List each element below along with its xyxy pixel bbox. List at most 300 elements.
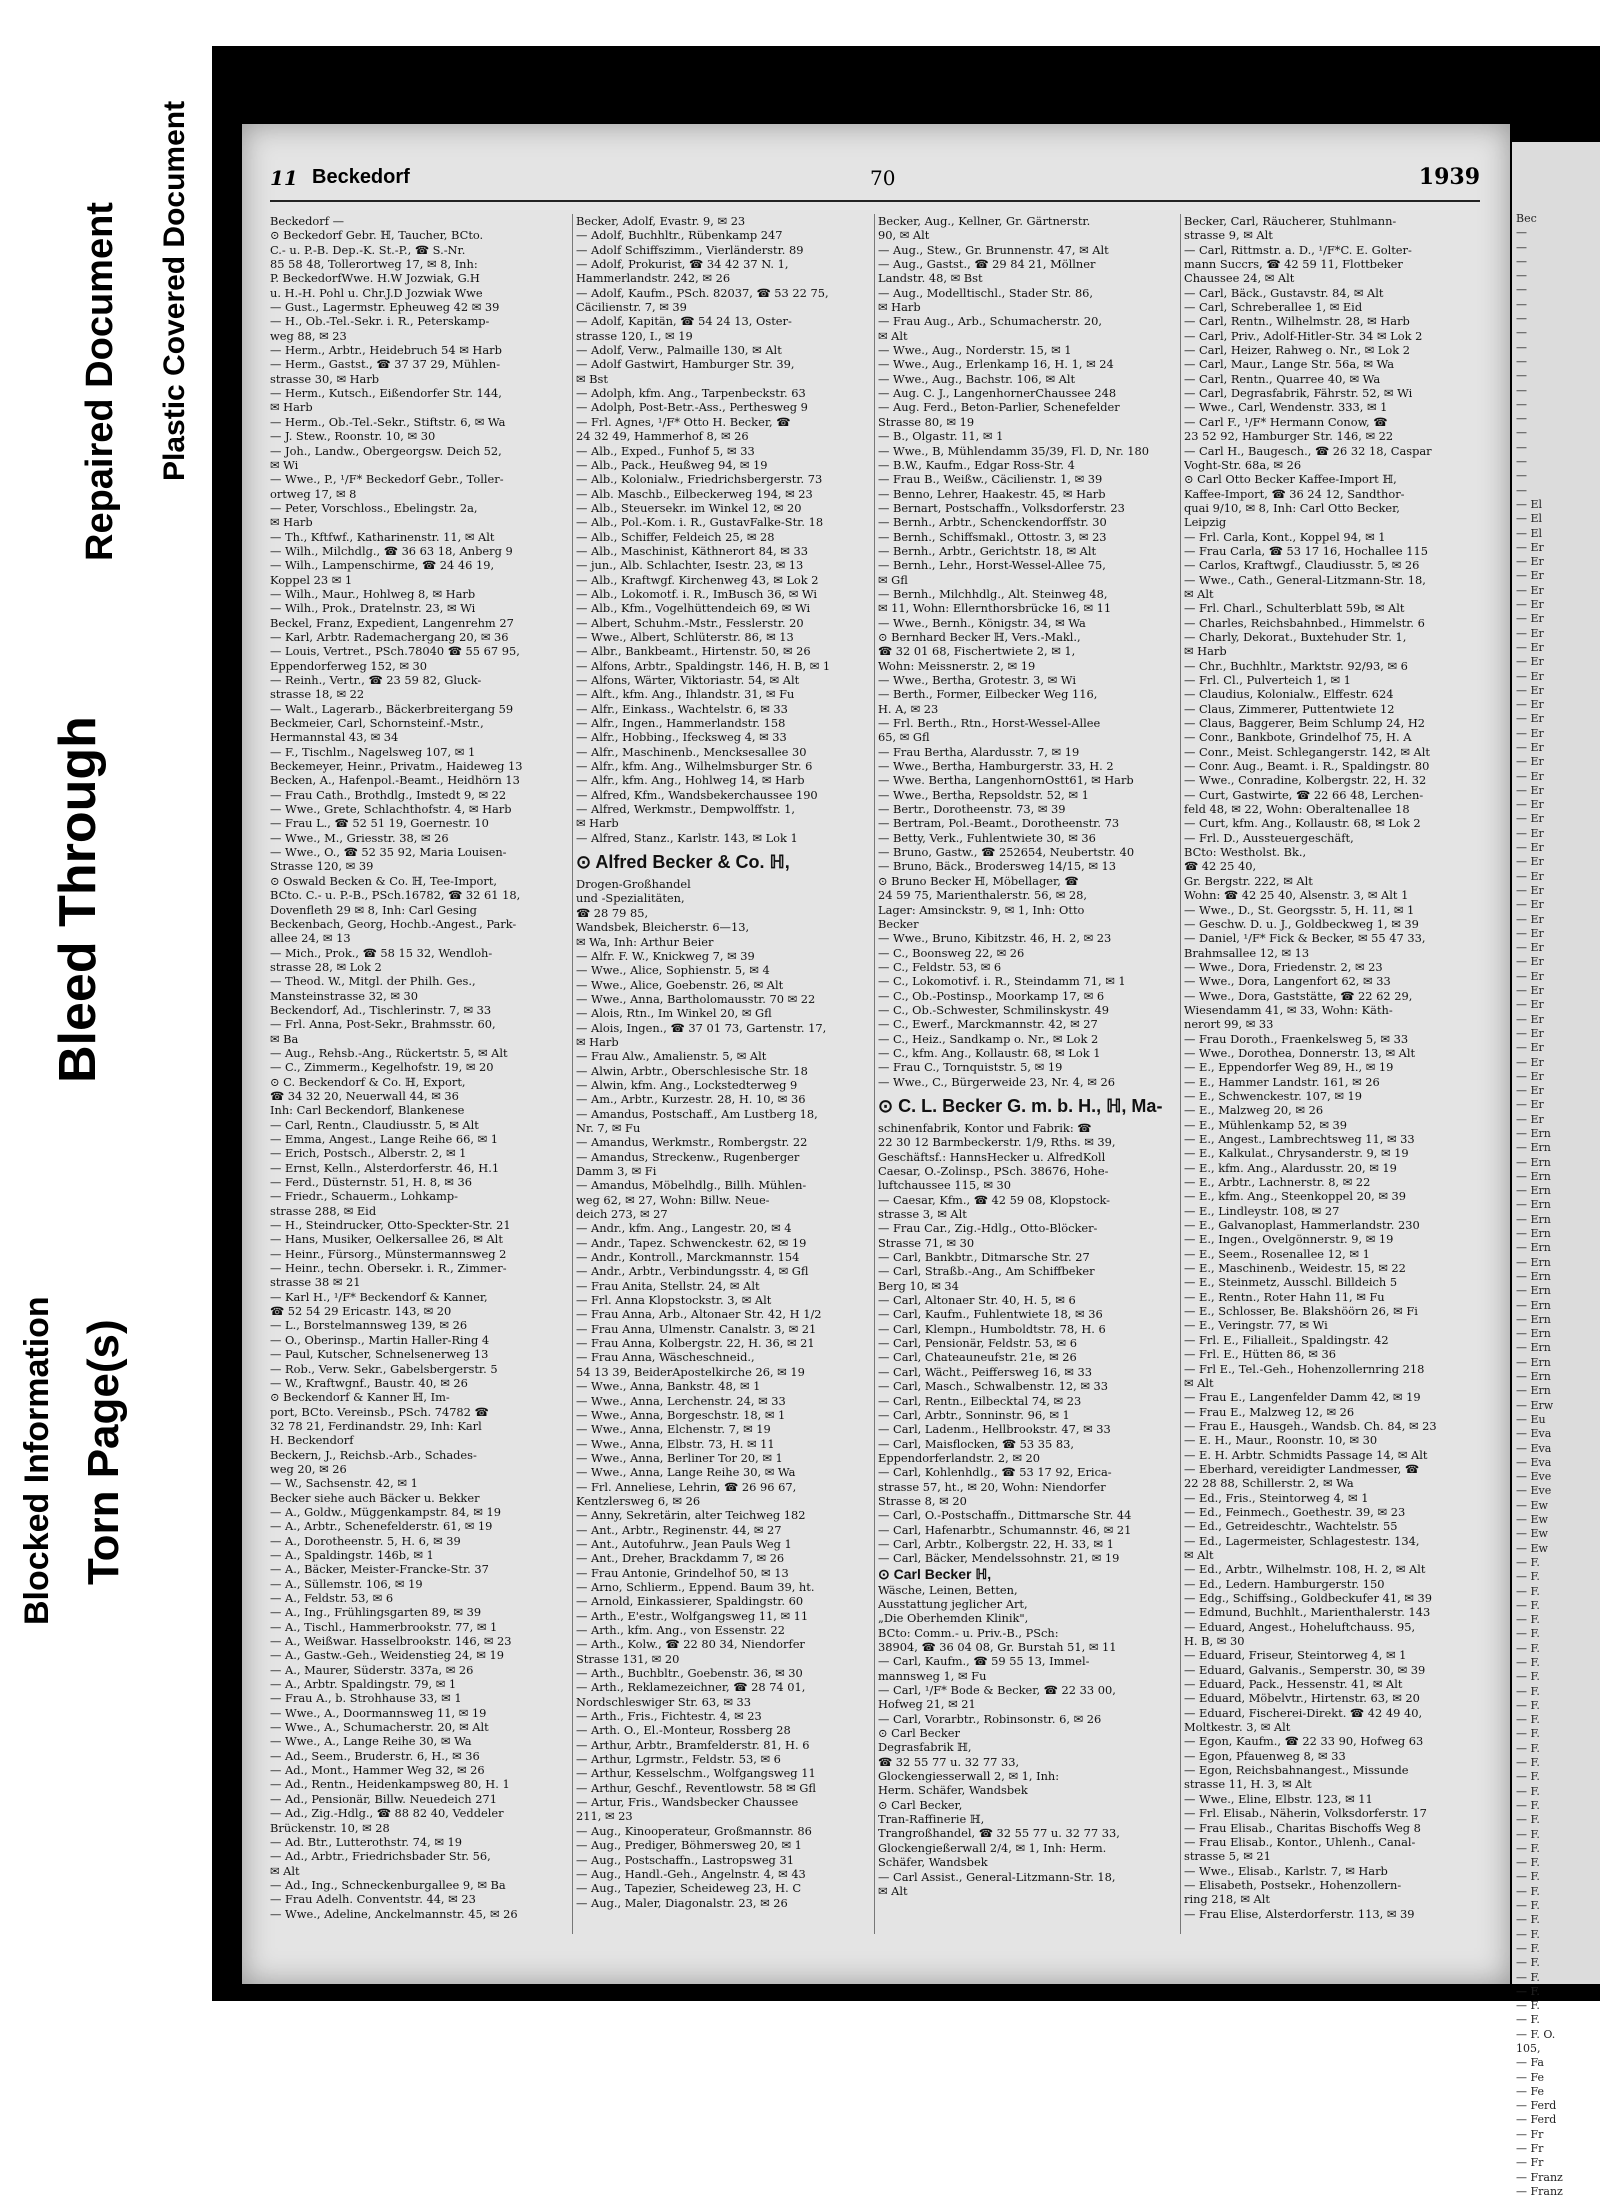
directory-entry: — Aug. C. J., LangenhornerChaussee 248 <box>878 386 1117 401</box>
directory-entry: — Frau Elise, Alsterdorferstr. 113, ✉ 39 <box>1184 1906 1415 1921</box>
directory-entry: — E., Veringstr. 77, ✉ Wi <box>1184 1318 1328 1333</box>
directory-entry: — Arthur, Geschf., Reventlowstr. 58 ✉ Gfl <box>576 1780 816 1795</box>
adjacent-page-entry: — F. <box>1516 2013 1540 2027</box>
directory-entry: Tran-Raffinerie ℍ, <box>878 1812 985 1827</box>
directory-entry: — Alb., Kraftwgf. Kirchenweg 43, ✉ Lok 2 <box>576 572 819 587</box>
directory-entry: — A., Bäcker, Meister-Francke-Str. 37 <box>270 1562 489 1577</box>
directory-entry: — Carl, Kohlenhdlg., ☎ 53 17 92, Erica- <box>878 1465 1112 1480</box>
adjacent-page-entry: — Ern <box>1516 1298 1551 1312</box>
adjacent-page-entry: — Ew <box>1516 1513 1548 1527</box>
directory-entry: — Carl, Priv., Adolf-Hitler-Str. 34 ✉ Lok 2 <box>1184 328 1423 343</box>
directory-entry: — Alb. Maschb., Eilbeckerweg 194, ✉ 23 <box>576 486 813 501</box>
directory-entry: Ausstattung jeglicher Art, <box>878 1596 1028 1611</box>
directory-entry: Moltkestr. 3, ✉ Alt <box>1184 1720 1291 1735</box>
directory-entry: — Alois, Ingen., ☎ 37 01 73, Gartenstr. 17, <box>576 1020 827 1035</box>
directory-entry: — Andr., Arbtr., Verbindungsstr. 4, ✉ Gfl <box>576 1264 809 1279</box>
directory-entry: — Wwe., Anna, Bankstr. 48, ✉ 1 <box>576 1379 761 1394</box>
directory-entry: Beckmeier, Carl, Schornsteinf.-Mstr., <box>270 716 484 731</box>
directory-entry: — Adolph, kfm. Ang., Tarpenbeckstr. 63 <box>576 386 806 401</box>
directory-entry: — Herm., Kutsch., Eißendorfer Str. 144, <box>270 386 502 401</box>
adjacent-page-entry: — Eva <box>1516 1427 1552 1441</box>
directory-entry: — Herm., Ob.-Tel.-Sekr., Stiftstr. 6, ✉ Wa <box>270 414 506 429</box>
directory-entry: „Die Oberhemden Klinik", <box>878 1611 1029 1626</box>
directory-entry: — Alwin, Arbtr., Oberschlesische Str. 18 <box>576 1063 808 1078</box>
directory-entry: — Ernst, Kelln., Alsterdorferstr. 46, H.1 <box>270 1160 500 1175</box>
directory-entry: — Wwe., Aug., Norderstr. 15, ✉ 1 <box>878 343 1072 358</box>
directory-entry: — Aug., Prediger, Böhmersweg 20, ✉ 1 <box>576 1838 802 1853</box>
adjacent-page-entry: — Er <box>1516 798 1544 812</box>
directory-entry: — Carl, Bäck., Gustavstr. 84, ✉ Alt <box>1184 285 1384 300</box>
directory-entry: — Walt., Lagerarb., Bäckerbreitergang 59 <box>270 701 514 716</box>
directory-entry: — Alb., Pack., Heußweg 94, ✉ 19 <box>576 457 768 472</box>
directory-entry: — Wwe., Cath., General-Litzmann-Str. 18, <box>1184 572 1426 587</box>
directory-entry: strasse 57, ht., ✉ 20, Wohn: Niendorfer <box>878 1479 1106 1494</box>
directory-entry: — Wilh., Prok., Dratelnstr. 23, ✉ Wi <box>270 601 476 616</box>
running-head: Beckedorf <box>312 166 410 188</box>
adjacent-page-entry: — F. <box>1516 1913 1540 1927</box>
directory-entry: — E., Mühlenkamp 52, ✉ 39 <box>1184 1117 1348 1132</box>
directory-entry: — Chr., Buchhltr., Marktstr. 92/93, ✉ 6 <box>1184 658 1408 673</box>
directory-entry: — C., Feldstr. 53, ✉ 6 <box>878 959 1002 974</box>
directory-entry: — Conr., Meist. Schlegangerstr. 142, ✉ Alt <box>1184 744 1430 759</box>
directory-entry: Brahmsallee 12, ✉ 13 <box>1184 945 1310 960</box>
directory-entry: Wiesendamm 41, ✉ 33, Wohn: Käth- <box>1184 1002 1393 1017</box>
directory-entry: — H., Ob.-Tel.-Sekr. i. R., Peterskamp- <box>270 314 490 329</box>
directory-entry: — Arnold, Einkassierer, Spaldingstr. 60 <box>576 1594 804 1609</box>
directory-entry: — Adolf, Prokurist, ☎ 34 42 37 N. 1, <box>576 257 789 272</box>
adjacent-page-entry: — Er <box>1516 612 1544 626</box>
directory-entry: — Carl, Ladenm., Hellbrookstr. 47, ✉ 33 <box>878 1422 1111 1437</box>
directory-entry: — Alfred, Kfm., Wandsbekerchaussee 190 <box>576 787 818 802</box>
directory-entry: — Eduard, Galvanis., Semperstr. 30, ✉ 39 <box>1184 1662 1426 1677</box>
directory-entry: — Arthur, Lgrmstr., Feldstr. 53, ✉ 6 <box>576 1752 781 1767</box>
directory-entry: — L., Borstelmannsweg 139, ✉ 26 <box>270 1318 468 1333</box>
adjacent-page-entry: — Ern <box>1516 1141 1551 1155</box>
adjacent-page-entry: — Er <box>1516 912 1544 926</box>
adjacent-page-entry: — El <box>1516 497 1543 511</box>
directory-entry: — Elisabeth, Postsekr., Hohenzollern- <box>1184 1877 1402 1892</box>
adjacent-page-entry: — Fr <box>1516 2127 1544 2141</box>
directory-entry: — Carl, Chateauneufstr. 21e, ✉ 26 <box>878 1350 1077 1365</box>
directory-entry: strasse 120, I., ✉ 19 <box>576 328 693 343</box>
directory-entry: Wäsche, Leinen, Betten, <box>878 1582 1018 1597</box>
directory-entry: Degrasfabrik ℍ, <box>878 1740 972 1755</box>
directory-entry: 90, ✉ Alt <box>878 228 930 243</box>
directory-entry: — Frau Anna, Ulmenstr. Canalstr. 3, ✉ 21 <box>576 1321 817 1336</box>
column-divider <box>874 214 875 1934</box>
adjacent-page-entry: — F. <box>1516 1555 1540 1569</box>
directory-entry: — A., Arbtr. Spaldingstr. 79, ✉ 1 <box>270 1677 457 1692</box>
directory-entry: — Bernh., Milchhdlg., Alt. Steinweg 48, <box>878 586 1108 601</box>
directory-entry: strasse 288, ✉ Eid <box>270 1203 377 1218</box>
directory-entry: — Wwe., Bernh., Königstr. 34, ✉ Wa <box>878 615 1086 630</box>
directory-entry: Trangroßhandel, ☎ 32 55 77 u. 32 77 33, <box>878 1826 1120 1841</box>
directory-entry: — Eduard, Friseur, Steintorweg 4, ✉ 1 <box>1184 1648 1407 1663</box>
directory-entry: — E., Schlosser, Be. Blakshöörn 26, ✉ Fi <box>1184 1304 1418 1319</box>
label-bleed-through: Bleed Through <box>49 716 107 1083</box>
directory-entry: — Wwe., Bruno, Kibitzstr. 46, H. 2, ✉ 23 <box>878 931 1112 946</box>
directory-entry: — Eduard, Angest., Hoheluftchauss. 95, <box>1184 1619 1416 1634</box>
directory-entry: ☎ 32 01 68, Fischertwiete 2, ✉ 1, <box>878 644 1076 659</box>
directory-entry: Becker, Adolf, Evastr. 9, ✉ 23 <box>576 214 746 228</box>
directory-entry: — Wwe., Bertha, Repsoldstr. 52, ✉ 1 <box>878 787 1089 802</box>
directory-entry: strasse 18, ✉ 22 <box>270 687 365 702</box>
directory-entry: ⊙ Bernhard Becker ℍ, Vers.-Makl., <box>878 629 1081 644</box>
label-repaired-document: Repaired Document <box>79 202 121 561</box>
directory-entry: — Andr., kfm. Ang., Langestr. 20, ✉ 4 <box>576 1221 792 1236</box>
directory-entry: — Joh., Landw., Obergeorgsw. Deich 52, <box>270 443 502 458</box>
adjacent-page-entry: — F. <box>1516 1784 1540 1798</box>
directory-entry: ✉ Harb <box>1184 644 1227 659</box>
directory-entry: Becker <box>878 916 919 931</box>
directory-entry: — Ant., Autofuhrw., Jean Pauls Weg 1 <box>576 1536 792 1551</box>
directory-entry: — Claudius, Kolonialw., Elffestr. 624 <box>1184 687 1394 702</box>
directory-entry: Beckenbach, Georg, Hochb.-Angest., Park- <box>270 916 517 931</box>
directory-entry: ring 218, ✉ Alt <box>1184 1892 1270 1907</box>
adjacent-page-entry: — Er <box>1516 583 1544 597</box>
directory-entry: — Curt, Gastwirte, ☎ 22 66 48, Lerchen- <box>1184 787 1424 802</box>
directory-entry: — E., Steinmetz, Ausschl. Billdeich 5 <box>1184 1275 1398 1290</box>
adjacent-page-entry: — <box>1516 426 1527 440</box>
directory-entry: strasse 11, H. 3, ✉ Alt <box>1184 1777 1312 1792</box>
directory-entry: — Alfr., Hobbing., Ifecksweg 4, ✉ 33 <box>576 730 787 745</box>
directory-entry: ☎ 28 79 85, <box>576 905 649 920</box>
directory-entry: — Bernh., Arbtr., Schenckendorffstr. 30 <box>878 515 1107 530</box>
directory-entry: Strasse 80, ✉ 19 <box>878 414 975 429</box>
directory-entry: — Carl, Rittmstr. a. D., ¹/F*C. E. Golter- <box>1184 242 1412 257</box>
directory-entry: weg 20, ✉ 26 <box>270 1461 347 1476</box>
directory-entry: — Alfr., kfm. Ang., Hohlweg 14, ✉ Harb <box>576 773 805 788</box>
directory-entry: Wandsbek, Bleicherstr. 6—13, <box>576 920 750 935</box>
adjacent-page-entry: — Er <box>1516 1069 1544 1083</box>
adjacent-page-entry: — Er <box>1516 984 1544 998</box>
adjacent-page-entry: — F. <box>1516 1713 1540 1727</box>
directory-entry: — Louis, Vertret., PSch.78040 ☎ 55 67 95, <box>270 644 520 659</box>
directory-entry: — Wwe., Albert, Schlüterstr. 86, ✉ 13 <box>576 629 794 644</box>
directory-entry: 211, ✉ 23 <box>576 1809 633 1824</box>
adjacent-page-entry: — Ferd <box>1516 2113 1557 2127</box>
directory-entry: H. Beckendorf <box>270 1433 354 1448</box>
directory-entry: BCto. C.- u. P.-B., PSch.16782, ☎ 32 61 18, <box>270 888 521 903</box>
directory-entry: — Aug., Handl.-Geh., Angelnstr. 4, ✉ 43 <box>576 1866 806 1881</box>
directory-entry: — Wwe., Bertha, Hamburgerstr. 33, H. 2 <box>878 759 1114 774</box>
adjacent-page-entry: — <box>1516 340 1527 354</box>
directory-entry: Glockengießerwall 2/4, ✉ 1, Inh: Herm. <box>878 1840 1107 1855</box>
directory-entry: ⊙ Carl Becker <box>878 1726 960 1741</box>
directory-entry: — Curt, kfm. Ang., Kollaustr. 68, ✉ Lok 2 <box>1184 816 1421 831</box>
directory-entry: — Anny, Sekretärin, alter Teichweg 182 <box>576 1508 806 1523</box>
directory-entry: — Carl, Wächt., Peiffersweg 16, ✉ 33 <box>878 1364 1092 1379</box>
directory-entry: Strasse 71, ✉ 30 <box>878 1235 975 1250</box>
directory-entry: ☎ 52 54 29 Ericastr. 143, ✉ 20 <box>270 1304 452 1319</box>
directory-entry: — A., Süllemstr. 106, ✉ 19 <box>270 1576 423 1591</box>
adjacent-page-entry: — Er <box>1516 826 1544 840</box>
directory-entry: — Hans, Musiker, Oelkersallee 26, ✉ Alt <box>270 1232 503 1247</box>
adjacent-page-entry: — F. O. <box>1516 2027 1556 2041</box>
adjacent-page-entry: — <box>1516 297 1527 311</box>
directory-entry: — Ed., Lagermeister, Schlagestestr. 134, <box>1184 1533 1420 1548</box>
directory-entry: schinenfabrik, Kontor und Fabrik: ☎ <box>878 1120 1092 1135</box>
directory-entry: Eppendorferweg 152, ✉ 30 <box>270 658 428 673</box>
directory-entry: Dovenfleth 29 ✉ 8, Inh: Carl Gesing <box>270 902 477 917</box>
adjacent-page-entry: — Er <box>1516 855 1544 869</box>
directory-entry: — Frl. D., Aussteuergeschäft, <box>1184 830 1354 845</box>
directory-entry: — Wwe., B, Mühlendamm 35/39, Fl. D, Nr. 180 <box>878 443 1150 458</box>
directory-entry: 85 58 48, Tollerortweg 17, ✉ 8, Inh: <box>270 257 478 272</box>
directory-entry: — Karl, Arbtr. Rademachergang 20, ✉ 36 <box>270 629 509 644</box>
directory-entry: — Erich, Postsch., Alberstr. 2, ✉ 1 <box>270 1146 467 1161</box>
directory-entry: — E., kfm. Ang., Alardusstr. 20, ✉ 19 <box>1184 1160 1397 1175</box>
adjacent-page-entry: — <box>1516 326 1527 340</box>
directory-entry: — Alfons, Arbtr., Spaldingstr. 146, H. B, ✉ 1 <box>576 658 831 673</box>
directory-entry: — Wwe., Anna, Elchenstr. 7, ✉ 19 <box>576 1422 771 1437</box>
directory-entry: Brückenstr. 10, ✉ 28 <box>270 1820 390 1835</box>
directory-entry: — Wwe., Anna, Bartholomausstr. 70 ✉ 22 <box>576 991 816 1006</box>
adjacent-page-entry: — Er <box>1516 969 1544 983</box>
directory-entry: — Bernh., Lehr., Horst-Wessel-Allee 75, <box>878 558 1106 573</box>
directory-entry: — Wwe., Adeline, Anckelmannstr. 45, ✉ 26 <box>270 1906 518 1921</box>
directory-entry: — B., Olgastr. 11, ✉ 1 <box>878 429 1004 444</box>
adjacent-page-entry: — F. <box>1516 1570 1540 1584</box>
directory-entry: — Aug., Gastst., ☎ 29 84 21, Möllner <box>878 257 1096 272</box>
adjacent-page-entry: Bec <box>1516 212 1537 225</box>
directory-entry: — Wwe., P., ¹/F* Beckedorf Gebr., Toller- <box>270 472 504 487</box>
directory-entry: — Frau Alw., Amalienstr. 5, ✉ Alt <box>576 1049 767 1064</box>
directory-entry: — Alwin, kfm. Ang., Lockstedterweg 9 <box>576 1077 798 1092</box>
adjacent-page-entry: — F. <box>1516 1956 1540 1970</box>
directory-entry: — Arth., Kolw., ☎ 22 80 34, Niendorfer <box>576 1637 805 1652</box>
directory-entry: — Alb., Steuersekr. im Winkel 12, ✉ 20 <box>576 500 802 515</box>
directory-entry: — Carl, Hafenarbtr., Schumannstr. 46, ✉ 21 <box>878 1522 1132 1537</box>
label-blocked-information: Blocked Information <box>18 1296 56 1625</box>
adjacent-page-entry: — Ern <box>1516 1184 1551 1198</box>
adjacent-page-entry: — Eva <box>1516 1441 1552 1455</box>
adjacent-page-entry: — Er <box>1516 841 1544 855</box>
adjacent-page-entry: — Er <box>1516 1055 1544 1069</box>
directory-entry: — Theod. W., Mitgl. der Philh. Ges., <box>270 974 476 989</box>
directory-entry: — Frau Antonie, Grindelhof 50, ✉ 13 <box>576 1565 789 1580</box>
directory-entry: — Frl. Elisab., Näherin, Volksdorferstr. 17 <box>1184 1806 1427 1821</box>
directory-entry: 38904, ☎ 36 04 08, Gr. Burstah 51, ✉ 11 <box>878 1640 1117 1654</box>
directory-entry: — Frau Anna, Wäscheschneid., <box>576 1350 755 1365</box>
directory-entry: — Wwe., Dora, Friedenstr. 2, ✉ 23 <box>1184 959 1383 974</box>
directory-entry: — Am., Arbtr., Kurzestr. 28, H. 10, ✉ 36 <box>576 1092 806 1107</box>
directory-entry: H. B, ✉ 30 <box>1184 1634 1245 1649</box>
adjacent-page-entry: — <box>1516 354 1527 368</box>
adjacent-page-entry: — Er <box>1516 726 1544 740</box>
document-page <box>242 124 1510 1984</box>
directory-entry: — Wwe., Anna, Lange Reihe 30, ✉ Wa <box>576 1465 796 1480</box>
directory-entry: — Frau E., Hausgeh., Wandsb. Ch. 84, ✉ 23 <box>1184 1418 1437 1433</box>
directory-entry: — Bernh., Schiffsmakl., Ottostr. 3, ✉ 23 <box>878 529 1107 544</box>
adjacent-page-entry: — F. <box>1516 1999 1540 2013</box>
directory-entry: — Carl, Rentn., Quarree 40, ✉ Wa <box>1184 371 1381 386</box>
directory-entry: Gr. Bergstr. 222, ✉ Alt <box>1184 873 1313 888</box>
directory-entry: ⊙ Beckedorf Gebr. ℍ, Taucher, BCto. <box>270 228 484 243</box>
directory-entry: Nordschleswiger Str. 63, ✉ 33 <box>576 1694 752 1709</box>
directory-entry: Drogen-Großhandel <box>576 877 691 892</box>
adjacent-page-entry: — Ferd <box>1516 2099 1557 2113</box>
directory-entry: Voght-Str. 68a, ✉ 26 <box>1184 457 1302 472</box>
directory-entry: — Ad., Arbtr., Friedrichsbader Str. 56, <box>270 1849 491 1864</box>
adjacent-page-entry: — F. <box>1516 1684 1540 1698</box>
directory-entry: — A., Maurer, Süderstr. 337a, ✉ 26 <box>270 1662 474 1677</box>
directory-entry: ☎ 32 55 77 u. 32 77 33, <box>878 1754 1020 1769</box>
directory-entry: — Adolf Schiffszimm., Vierländerstr. 89 <box>576 242 804 257</box>
directory-entry: — Carl, Rentn., Claudiusstr. 5, ✉ Alt <box>270 1117 479 1132</box>
directory-entry: — Friedr., Schauerm., Lohkamp- <box>270 1189 458 1204</box>
directory-entry: — Arth. O., El.-Monteur, Rossberg 28 <box>576 1723 791 1738</box>
directory-entry: deich 273, ✉ 27 <box>576 1207 668 1222</box>
directory-entry: — Carl F., ¹/F* Hermann Conow, ☎ <box>1184 414 1388 429</box>
directory-entry: — Wwe., Bertha, Grotestr. 3, ✉ Wi <box>878 673 1076 687</box>
adjacent-page-entry: — Franz <box>1516 2184 1563 2198</box>
directory-entry: Geschäftsf.: HannsHecker u. AlfredKoll <box>878 1149 1106 1164</box>
directory-entry: — Carl, Kaufm., Fuhlentwiete 18, ✉ 36 <box>878 1307 1103 1322</box>
directory-entry: — C., Heiz., Sandkamp o. Nr., ✉ Lok 2 <box>878 1031 1099 1046</box>
directory-entry: ⊙ Beckendorf & Kanner ℍ, Im- <box>270 1390 450 1405</box>
adjacent-page-entry: — Er <box>1516 598 1544 612</box>
directory-entry: quai 9/10, ✉ 8, Inh: Carl Otto Becker, <box>1184 500 1400 515</box>
firm-heading: ⊙ C. L. Becker G. m. b. H., ℍ, Ma- <box>878 1095 1163 1116</box>
directory-entry: — Adolf, Kapitän, ☎ 54 24 13, Oster- <box>576 314 792 329</box>
directory-entry: — Frau Doroth., Fraenkelsweg 5, ✉ 33 <box>1184 1031 1409 1046</box>
directory-entry: Becker, Carl, Räucherer, Stuhlmann- <box>1184 214 1397 228</box>
adjacent-page-entry: — F. <box>1516 1827 1540 1841</box>
directory-entry: — Heinr., Fürsorg., Münstermannsweg 2 <box>270 1246 507 1261</box>
directory-entry: — Frl. Anna, Post-Sekr., Brahmsstr. 60, <box>270 1017 496 1032</box>
adjacent-page-edge <box>1512 142 1600 2198</box>
directory-entry: — Wwe., O., ☎ 52 35 92, Maria Louisen- <box>270 845 507 860</box>
directory-entry: — Carl, Straßb.-Ang., Am Schiffbeker <box>878 1264 1095 1279</box>
directory-entry: ⊙ Oswald Becken & Co. ℍ, Tee-Import, <box>270 873 498 888</box>
directory-entry: — Aug., Kinooperateur, Großmannstr. 86 <box>576 1823 812 1838</box>
directory-entry: — Wwe., Dora, Langenfort 62, ✉ 33 <box>1184 974 1391 989</box>
adjacent-page-entry: — Ern <box>1516 1284 1551 1298</box>
directory-entry: — Wwe., Dora, Gaststätte, ☎ 22 62 29, <box>1184 988 1413 1003</box>
directory-entry: — Ad., Mont., Hammer Weg 32, ✉ 26 <box>270 1763 485 1778</box>
directory-entry: — Bertr., Dorotheenstr. 73, ✉ 39 <box>878 802 1066 817</box>
adjacent-page-entry: — Er <box>1516 1098 1544 1112</box>
directory-entry: und -Spezialitäten, <box>576 891 685 906</box>
adjacent-page-entry: — Fe <box>1516 2070 1545 2084</box>
directory-entry: Schäfer, Wandsbek <box>878 1855 988 1870</box>
directory-entry: ✉ Alt <box>270 1863 300 1878</box>
adjacent-page-entry: — <box>1516 483 1527 497</box>
directory-entry: — Arth., Fris., Fichtestr. 4, ✉ 23 <box>576 1709 762 1724</box>
adjacent-page-entry: — <box>1516 383 1527 397</box>
directory-entry: — Charles, Reichsbahnbed., Himmelstr. 6 <box>1184 615 1425 630</box>
directory-entry: ✉ Wi <box>270 457 299 472</box>
directory-entry: — Alfr., Ingen., Hammerlandstr. 158 <box>576 716 786 731</box>
directory-entry: — E. H. Arbtr. Schmidts Passage 14, ✉ Alt <box>1184 1447 1428 1462</box>
directory-entry: BCto: Westholst. Bk., <box>1184 845 1307 860</box>
adjacent-page-entry: — Er <box>1516 569 1544 583</box>
adjacent-page-entry: — Er <box>1516 540 1544 554</box>
directory-entry: — Egon, Kaufm., ☎ 22 33 90, Hofweg 63 <box>1184 1734 1424 1749</box>
directory-entry: — C., kfm. Ang., Kollaustr. 68, ✉ Lok 1 <box>878 1045 1101 1060</box>
directory-entry: port, BCto. Vereinsb., PSch. 74782 ☎ <box>270 1404 489 1419</box>
adjacent-page-entry: — F. <box>1516 1841 1540 1855</box>
directory-entry: feld 48, ✉ 22, Wohn: Oberaltenallee 18 <box>1184 802 1410 817</box>
directory-entry: — Wwe. Bertha, LangenhornOstt61, ✉ Harb <box>878 773 1134 788</box>
directory-entry: — Wwe., D., St. Georgsstr. 5, H. 11, ✉ 1 <box>1184 902 1415 917</box>
directory-entry: — A., Weißwar. Hasselbrookstr. 146, ✉ 23 <box>270 1634 512 1649</box>
directory-entry: — Alfred, Stanz., Karlstr. 143, ✉ Lok 1 <box>576 830 798 845</box>
directory-entry: — A., Gastw.-Geh., Weidenstieg 24, ✉ 19 <box>270 1648 504 1663</box>
adjacent-page-entry: — Ern <box>1516 1327 1551 1341</box>
directory-entry: — Carl, Degrasfabrik, Fährstr. 52, ✉ Wi <box>1184 386 1413 401</box>
adjacent-page-entry: — Ern <box>1516 1370 1551 1384</box>
adjacent-page-entry: — Ern <box>1516 1227 1551 1241</box>
directory-entry: — Berth., Former, Eilbecker Weg 116, <box>878 687 1098 702</box>
directory-entry: — Wwe., Aug., Erlenkamp 16, H. 1, ✉ 24 <box>878 357 1114 372</box>
directory-entry: ✉ Harb <box>576 816 619 831</box>
directory-entry: Mansteinstrasse 32, ✉ 30 <box>270 988 419 1003</box>
directory-entry: — Alfr., Maschinenb., Mencksesallee 30 <box>576 744 807 759</box>
directory-entry: Kentzlersweg 6, ✉ 26 <box>576 1493 701 1508</box>
directory-entry: — E., Arbtr., Lachnerstr. 8, ✉ 22 <box>1184 1175 1371 1190</box>
adjacent-page-entry: — <box>1516 254 1527 268</box>
directory-entry: — W., Kraftwgnf., Baustr. 40, ✉ 26 <box>270 1375 468 1390</box>
label-plastic-covered-document: Plastic Covered Document <box>158 100 191 481</box>
adjacent-page-entry: — <box>1516 240 1527 254</box>
adjacent-page-entry: — Ern <box>1516 1241 1551 1255</box>
directory-entry: ✉ Wa, Inh: Arthur Beier <box>576 934 714 949</box>
directory-entry: — Wwe., C., Bürgerweide 23, Nr. 4, ✉ 26 <box>878 1074 1115 1089</box>
directory-entry: — Claus, Baggerer, Beim Schlump 24, H2 <box>1184 716 1425 731</box>
adjacent-page-entry: — F. <box>1516 1641 1540 1655</box>
directory-entry: — Wwe., Carl, Wendenstr. 333, ✉ 1 <box>1184 400 1388 415</box>
adjacent-page-entry: — Fa <box>1516 2056 1544 2070</box>
directory-entry: Kaffee-Import, ☎ 36 24 12, Sandthor- <box>1184 486 1405 501</box>
directory-entry: — Alft., kfm. Ang., Ihlandstr. 31, ✉ Fu <box>576 687 795 702</box>
directory-entry: Beckendorf, Ad., Tischlerinstr. 7, ✉ 33 <box>270 1002 492 1017</box>
directory-entry: H. A, ✉ 23 <box>878 701 939 716</box>
directory-entry: — C., Lokomotivf. i. R., Steindamm 71, ✉ 1 <box>878 974 1126 989</box>
directory-entry: ✉ 11, Wohn: Ellernthorsbrücke 16, ✉ 11 <box>878 601 1112 616</box>
directory-entry: 22 28 88, Schillerstr. 2, ✉ Wa <box>1184 1476 1354 1491</box>
directory-entry: — Wwe., Eline, Elbstr. 123, ✉ 11 <box>1184 1791 1373 1806</box>
directory-entry: Lager: Amsinckstr. 9, ✉ 1, Inh: Otto <box>878 902 1085 917</box>
directory-entry: — Carl, O.-Postschaffn., Dittmarsche Str. 44 <box>878 1508 1132 1523</box>
directory-entry: — E. H., Maur., Roonstr. 10, ✉ 30 <box>1184 1433 1378 1448</box>
directory-entry: Caesar, O.-Zolinsp., PSch. 38676, Hohe- <box>878 1164 1109 1178</box>
directory-entry: — Amandus, Werkmstr., Rombergstr. 22 <box>576 1135 808 1150</box>
directory-entry: Beckern, J., Reichsb.-Arb., Schades- <box>270 1447 477 1462</box>
directory-entry: u. H.-H. Pohl u. Chr.J.D Jozwiak Wwe <box>270 285 483 300</box>
directory-entry: — Bernart, Postschaffn., Volksdorferstr. 23 <box>878 500 1125 515</box>
adjacent-page-entry: — F. <box>1516 1813 1540 1827</box>
directory-entry: — Carl H., Baugesch., ☎ 26 32 18, Caspar <box>1184 443 1432 458</box>
directory-entry: — Edg., Schiffsing., Goldbeckufer 41, ✉ 39 <box>1184 1591 1432 1605</box>
adjacent-page-entry: — F. <box>1516 1741 1540 1755</box>
directory-entry: — Carl, Vorarbtr., Robinsonstr. 6, ✉ 26 <box>878 1711 1102 1726</box>
directory-entry: Landstr. 48, ✉ Bst <box>878 271 983 286</box>
directory-entry: — Alb., Schiffer, Feldeich 25, ✉ 28 <box>576 529 775 544</box>
directory-entry: — Carl, Heizer, Rahweg o. Nr., ✉ Lok 2 <box>1184 343 1410 358</box>
adjacent-page-entry: — F. <box>1516 1970 1540 1984</box>
directory-entry: — E., Angest., Lambrechtsweg 11, ✉ 33 <box>1184 1132 1415 1146</box>
directory-entry: — Egon, Pfauenweg 8, ✉ 33 <box>1184 1748 1346 1763</box>
adjacent-page-entry: — Ern <box>1516 1255 1551 1269</box>
directory-entry: — Claus, Zimmerer, Puttentwiete 12 <box>1184 701 1395 716</box>
directory-entry: — Frl. Charl., Schulterblatt 59b, ✉ Alt <box>1184 601 1405 616</box>
directory-entry: — Frau Adelh. Conventstr. 44, ✉ 23 <box>270 1892 476 1907</box>
directory-entry: Chaussee 24, ✉ Alt <box>1184 271 1295 286</box>
directory-entry: — Frau E., Langenfelder Damm 42, ✉ 19 <box>1184 1390 1421 1405</box>
directory-entry: — Frau Car., Zig.-Hdlg., Otto-Blöcker- <box>878 1221 1098 1236</box>
